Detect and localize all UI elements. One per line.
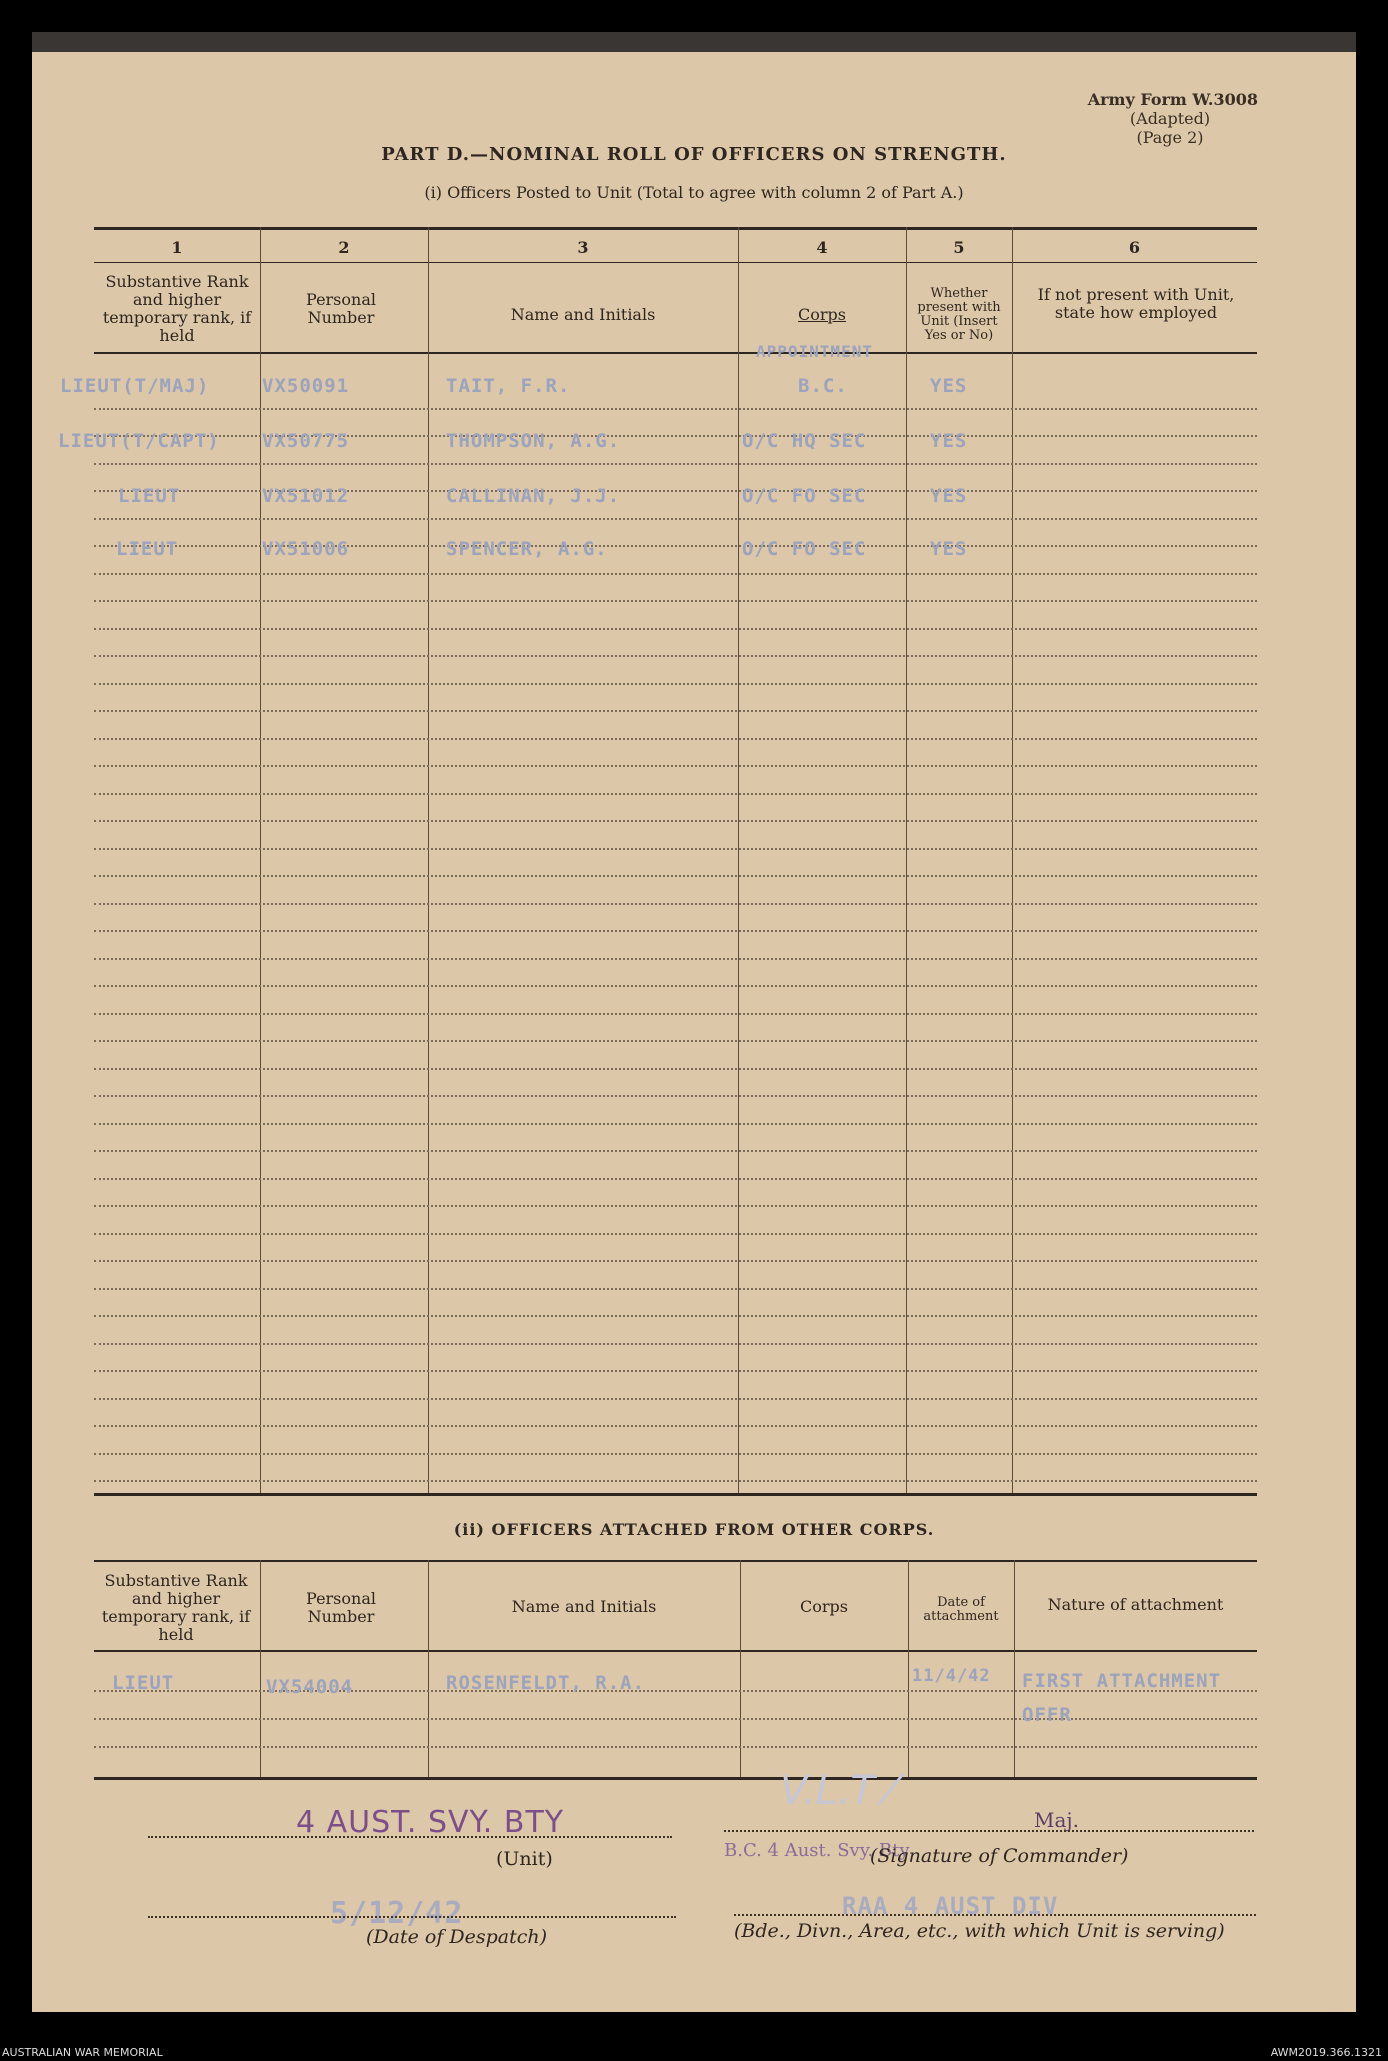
ruled-row	[94, 930, 1257, 932]
row3-corps: O/C FO SEC	[742, 485, 867, 507]
header-corps: Corps	[798, 305, 846, 324]
col-number-2: 2	[338, 238, 350, 257]
scan-edge	[32, 32, 1356, 52]
ii-row1-date: 11/4/42	[912, 1666, 991, 1686]
ii-row1-rank: LIEUT	[112, 1672, 175, 1694]
ruled-row	[94, 793, 1257, 795]
row2-rank: LIEUT(T/CAPT)	[58, 430, 220, 452]
header-present: Whether present with Unit (Insert Yes or No)	[917, 286, 1001, 343]
formation-value: RAA 4 AUST DIV	[842, 1892, 1059, 1920]
ruled-row	[94, 1343, 1257, 1345]
header-bottom-rule	[94, 352, 1257, 354]
part-d-title: PART D.—NOMINAL ROLL OF OFFICERS ON STRENGTH.	[381, 144, 1007, 165]
ii-header-rank: Substantive Rank and higher temporary rank, if held	[101, 1571, 251, 1644]
ii-row1-name: ROSENFELDT, R.A.	[446, 1672, 646, 1694]
row3-name: CALLINAN, J.J.	[446, 485, 621, 507]
part-ii-top-rule	[94, 1560, 1257, 1562]
date-line	[148, 1916, 676, 1918]
ruled-row	[94, 1040, 1257, 1042]
ruled-row	[94, 463, 1257, 465]
commander-line	[724, 1830, 1254, 1832]
corps-annotation: APPOINTMENT	[756, 342, 873, 361]
row1-number: VX50091	[262, 375, 350, 397]
row2-present: YES	[930, 430, 968, 452]
ruled-row	[94, 1480, 1257, 1482]
ruled-row	[94, 518, 1257, 520]
ruled-row	[94, 1288, 1257, 1290]
part-ii-bottom-rule	[94, 1777, 1257, 1780]
row4-present: YES	[930, 538, 968, 560]
ruled-row	[94, 1398, 1257, 1400]
ii-header-corps: Corps	[800, 1597, 848, 1616]
ruled-row	[94, 573, 1257, 575]
ruled-row	[94, 628, 1257, 630]
form-ref-line1: Army Form W.3008	[1087, 90, 1258, 109]
row3-number: VX51012	[262, 485, 350, 507]
ruled-row	[94, 1123, 1257, 1125]
formation-label: (Bde., Divn., Area, etc., with which Unit is serving)	[734, 1920, 1225, 1942]
ruled-row	[94, 1068, 1257, 1070]
row4-number: VX51006	[262, 538, 350, 560]
row3-rank: LIEUT	[118, 485, 181, 507]
row2-number: VX50775	[262, 430, 350, 452]
ruled-row	[94, 848, 1257, 850]
row1-name: TAIT, F.R.	[446, 375, 571, 397]
commander-label: (Signature of Commander)	[870, 1845, 1129, 1867]
ruled-row	[94, 1453, 1257, 1455]
ruled-row	[94, 1150, 1257, 1152]
ruled-row	[94, 985, 1257, 987]
row2-name: THOMPSON, A.G.	[446, 430, 621, 452]
footer-source: AUSTRALIAN WAR MEMORIAL	[2, 2046, 163, 2059]
ruled-row	[94, 1205, 1257, 1207]
ruled-row	[94, 820, 1257, 822]
table-top-rule	[94, 227, 1257, 230]
ruled-row	[94, 1260, 1257, 1262]
row2-corps: O/C HQ SEC	[742, 430, 867, 452]
ruled-row	[94, 903, 1257, 905]
ruled-row	[94, 710, 1257, 712]
unit-label: (Unit)	[496, 1848, 553, 1870]
commander-signature-scrawl: V.L.T ⁄	[780, 1768, 895, 1814]
ii-row1-nature: FIRST ATTACHMENT OFFR	[1022, 1670, 1222, 1726]
colnum-rule	[94, 262, 1257, 263]
date-of-despatch-value: 5/12/42	[330, 1896, 464, 1931]
formation-line	[734, 1914, 1256, 1916]
ruled-row	[94, 1425, 1257, 1427]
row1-present: YES	[930, 375, 968, 397]
col-number-1: 1	[171, 238, 183, 257]
header-personal-number: Personal Number	[306, 290, 376, 327]
row4-rank: LIEUT	[116, 538, 179, 560]
footer-accession: AWM2019.366.1321	[1270, 2046, 1382, 2059]
part-ii-header-rule	[94, 1650, 1257, 1652]
col-number-4: 4	[816, 238, 828, 257]
row1-rank: LIEUT(T/MAJ)	[60, 375, 210, 397]
ii-header-nature: Nature of attachment	[1047, 1595, 1224, 1614]
part-ii-title: (ii) OFFICERS ATTACHED FROM OTHER CORPS.	[453, 1520, 935, 1539]
ruled-row	[94, 600, 1257, 602]
ruled-row	[94, 958, 1257, 960]
ruled-row	[94, 1315, 1257, 1317]
ruled-row	[94, 1178, 1257, 1180]
ii-row1-number: VX54004	[266, 1676, 354, 1698]
row4-name: SPENCER, A.G.	[446, 538, 608, 560]
row3-present: YES	[930, 485, 968, 507]
ruled-row	[94, 875, 1257, 877]
commander-stamp: B.C. 4 Aust. Svy. Bty	[724, 1840, 910, 1861]
ruled-row	[94, 738, 1257, 740]
header-employed: If not present with Unit, state how employed	[1037, 285, 1235, 322]
date-label: (Date of Despatch)	[366, 1926, 548, 1948]
form-ref-line3: (Page 2)	[1136, 128, 1204, 147]
col-number-6: 6	[1128, 238, 1141, 257]
header-rank: Substantive Rank and higher temporary rank, if held	[102, 272, 252, 345]
ruled-row	[94, 1746, 1257, 1748]
ruled-row	[94, 683, 1257, 685]
col-number-3: 3	[577, 238, 589, 257]
table-bottom-rule	[94, 1493, 1257, 1496]
part-d-subtitle: (i) Officers Posted to Unit (Total to agree with column 2 of Part A.)	[424, 183, 964, 202]
row1-corps: B.C.	[798, 375, 848, 397]
ruled-row	[94, 1095, 1257, 1097]
ruled-row	[94, 655, 1257, 657]
row4-corps: O/C FO SEC	[742, 538, 867, 560]
ruled-row	[94, 1013, 1257, 1015]
unit-line	[148, 1836, 672, 1838]
form-ref-line2: (Adapted)	[1129, 109, 1211, 128]
unit-stamp: 4 AUST. SVY. BTY	[296, 1805, 565, 1840]
ii-header-personal-number: Personal Number	[306, 1589, 376, 1626]
commander-rank: Maj.	[1034, 1808, 1079, 1832]
ruled-row	[94, 408, 1257, 410]
ruled-row	[94, 1370, 1257, 1372]
ruled-row	[94, 765, 1257, 767]
form-reference	[1070, 90, 1270, 147]
header-name: Name and Initials	[510, 305, 656, 324]
col-number-5: 5	[953, 238, 965, 257]
ii-header-date: Date of attachment	[923, 1595, 999, 1624]
ii-header-name: Name and Initials	[511, 1597, 657, 1616]
ruled-row	[94, 1233, 1257, 1235]
